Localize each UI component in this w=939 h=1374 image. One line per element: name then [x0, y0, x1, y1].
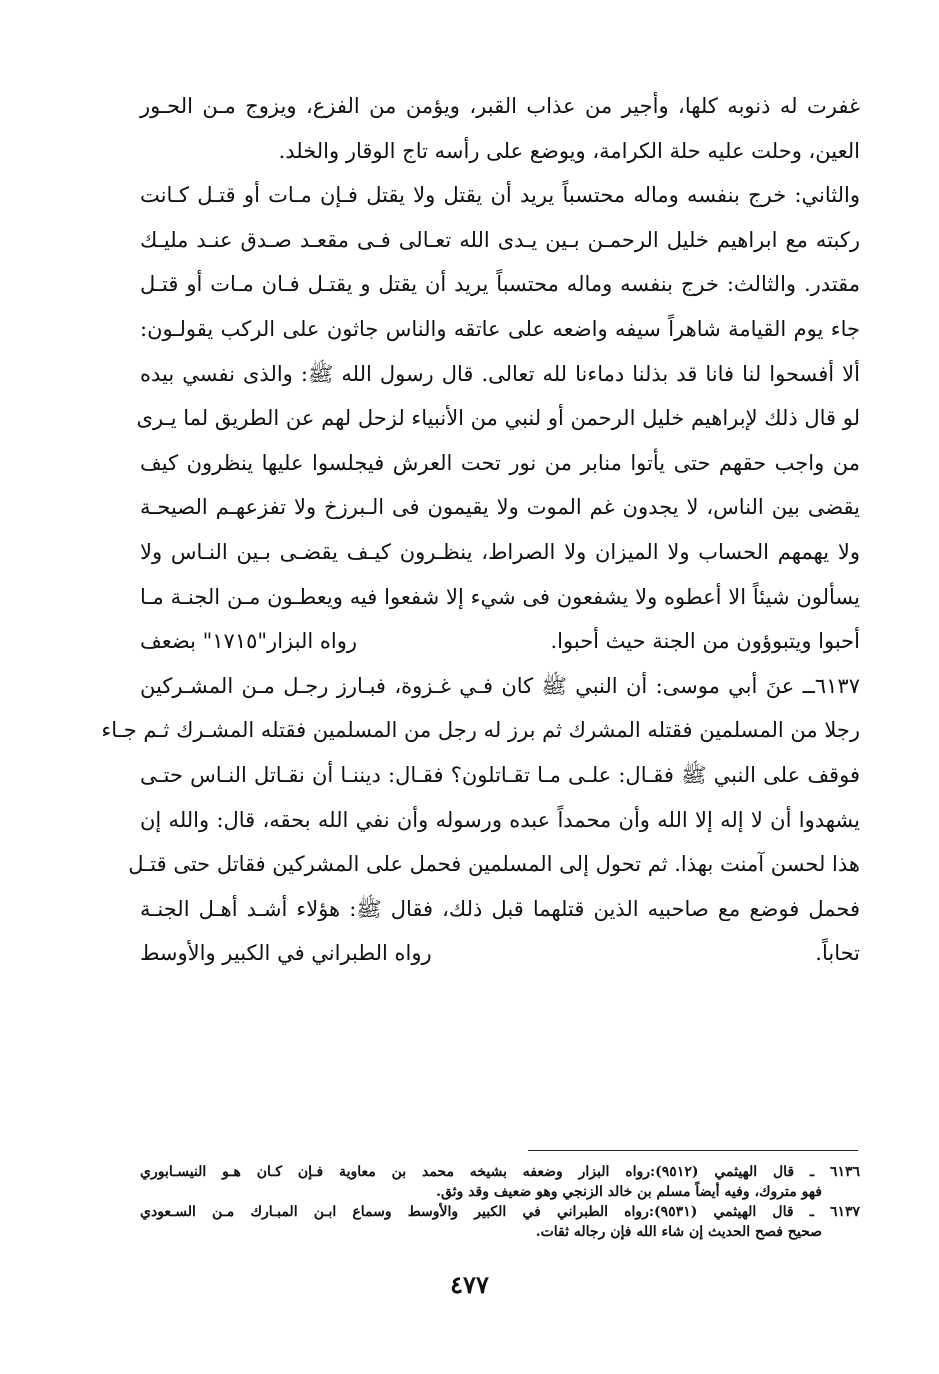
citation-line [140, 931, 860, 976]
footnotes [140, 1162, 860, 1242]
page-number: ٤٧٧ [450, 1270, 489, 1299]
footnote-line: فهو متروك، وفيه أيضاً مسلم بن خالد الزنجي وهو ضعيف وقد وثق. [436, 1184, 822, 1200]
text-line: غفرت له ذنوبه كلها، وأجير من عذاب القبر، ويؤمن من الفزع، ويزوج مـن الحـور [140, 94, 860, 118]
text-line: يشهدوا أن لا إله إلا الله وأن محمداً عبده ورسوله وأن نفي الله بحقه، قال: والله إن [140, 807, 860, 832]
text-line: جاء يوم القيامة شاهراً سيفه واضعه على عاتقه والناس جاثون على الركب يقولـون: [140, 316, 860, 341]
footnote-line: ٦١٣٧ ـ قال الهيثمي (٩٥٣١):رواه الطبراني في الكبير والأوسط وسماع ابـن المبـارك مـن السـعودي [140, 1204, 861, 1220]
hadith-source: رواه البزار"١٧١٥" بضعف [140, 629, 357, 654]
footnote-line: ٦١٣٦ ـ قال الهيثمي (٩٥١٢):رواه البزار وضعفه بشيخه محمد بن معاوية فـإن كـان هـو النيسـابوري [140, 1164, 860, 1180]
text-line: ركبته مع ابراهيم خليل الرحمـن بـين يـدى الله تعـالى فـى مقعـد صـدق عنـد مليـك [140, 227, 860, 252]
text-line: لو قال ذلك لإبراهيم خليل الرحمن أو لنبي من الأنبياء لزحل لهم عن الطريق لما يـرى [136, 406, 860, 431]
text-line: هذا لحسن آمنت بهذا. ثم تحول إلى المسلمين فحمل على المشركين فقاتل حتى قتـل [128, 852, 860, 877]
hadith-ending: تحاباً. [815, 941, 860, 966]
text-line: من واجب حقهم حتى يأتوا منابر من نور تحت العرش فيجلسوا عليها ينظرون كيف [140, 450, 860, 475]
text-line: والثاني: خرج بنفسه وماله محتسباً يريد أن يقتل ولا يقتل فـإن مـات أو قتـل كـانت [140, 183, 860, 208]
text-line: مقتدر. والثالث: خرج بنفسه وماله محتسباً يريد أن يقتل و يقتـل فـان مـات أو قتـل [140, 272, 860, 297]
footnote-line: صحيح فصح الحديث إن شاء الله فإن رجاله ثقات. [535, 1224, 822, 1240]
hadith-ending: أحبوا ويتبوؤون من الجنة حيث أحبوا. [550, 629, 860, 654]
text-line: رجلا من المسلمين فقتله المشرك ثم برز له رجل من المسلمين فقتله المشـرك ثـم جـاء [101, 718, 860, 743]
text-line: يسألون شيئاً الا أعطوه ولا يشفعون فى شيء إلا شفعوا فيه ويعطـون مـن الجنـة مـا [140, 584, 860, 609]
main-text [101, 84, 860, 976]
hadith-source: رواه الطبراني في الكبير والأوسط [140, 941, 432, 966]
text-line: فحمل فوضع مع صاحبيه الذين قتلهما قبل ذلك، فقال ﷺ: هؤلاء أشـد أهـل الجنـة [140, 896, 860, 921]
citation-line [140, 619, 860, 664]
text-line: ألا أفسحوا لنا فانا قد بذلنا دماءنا لله تعالى. قال رسول الله ﷺ: والذى نفسي بيده [140, 361, 860, 386]
text-line: ولا يهمهم الحساب ولا الميزان ولا الصراط، ينظـرون كيـف يقضـى بـين النـاس ولا [140, 539, 860, 564]
text-line: ٦١٣٧ــ عنَ أبي موسى: أن النبي ﷺ كان فـي غـزوة، فبـارز رجـل مـن المشـركين [140, 673, 860, 698]
footnote-separator [528, 1150, 858, 1151]
text-line: فوقف على النبي ﷺ فقـال: علـى مـا تقـاتلون؟ فقـال: ديننـا أن نقـاتل النـاس حتـى [140, 762, 860, 787]
text-line: العين، وحلت عليه حلة الكرامة، ويوضع على رأسه تاج الوقار والخلد. [278, 138, 860, 163]
text-line: يقضى بين الناس، لا يجدون غم الموت ولا يقيمون فى الـبرزخ ولا تفزعهـم الصيحـة [140, 495, 860, 520]
